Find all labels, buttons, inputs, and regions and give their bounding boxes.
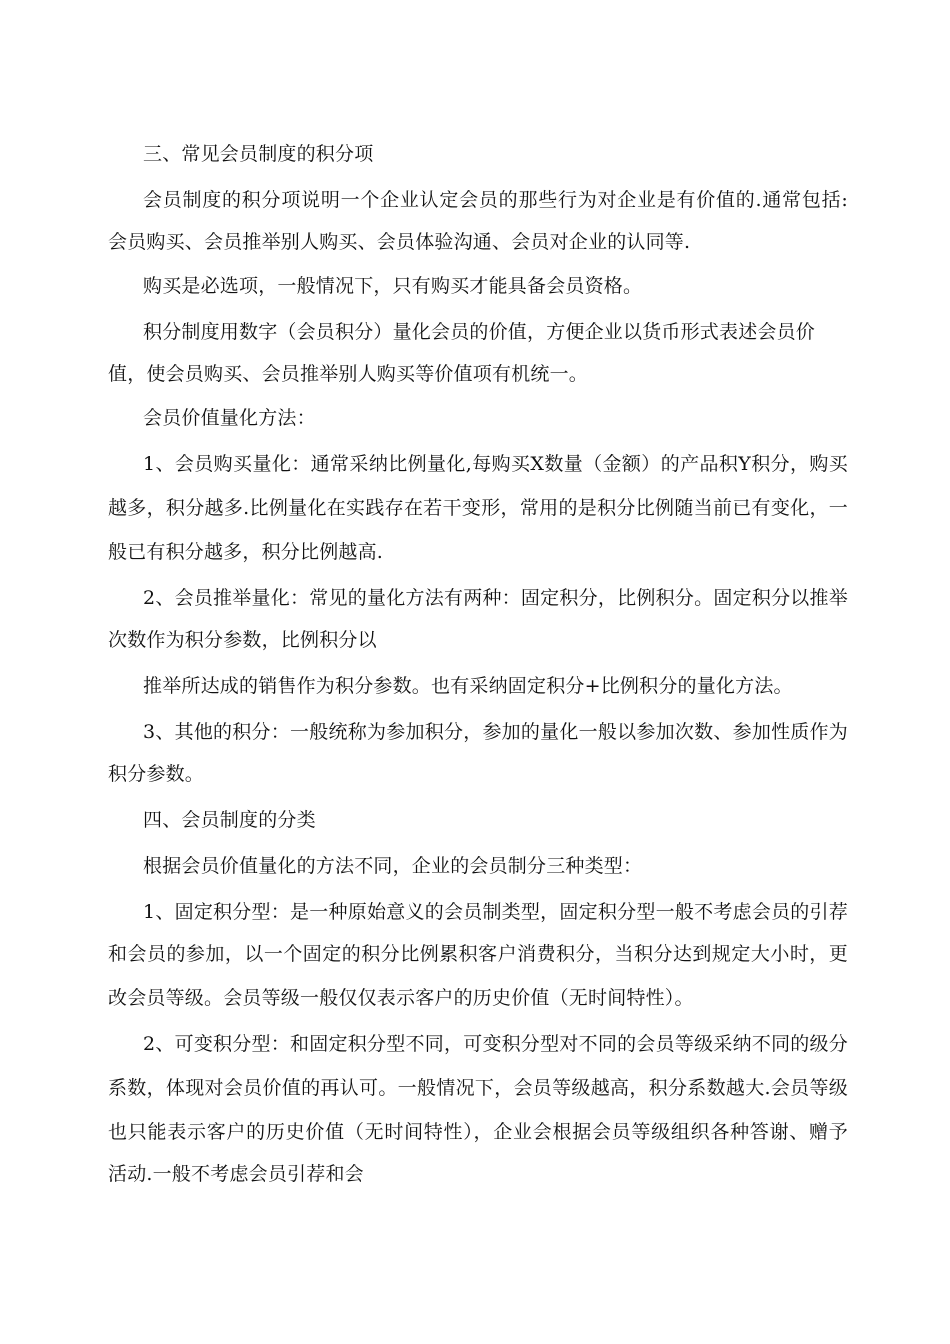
paragraph-line: 越多，积分越多.比例量化在实践存在若干变形，常用的是积分比例随当前已有变化，一 [108,497,848,519]
section-heading-4: 四、会员制度的分类 [143,809,316,831]
paragraph-line: 1、会员购买量化：通常采纳比例量化,每购买X数量（金额）的产品积Y积分，购买 [143,453,848,475]
paragraph-line: 般已有积分越多，积分比例越高. [108,541,384,563]
paragraph-line: 会员购买、会员推举别人购买、会员体验沟通、会员对企业的认同等. [108,231,691,253]
paragraph-line: 也只能表示客户的历史价值（无时间特性），企业会根据会员等级组织各种答谢、赠予 [108,1121,848,1143]
paragraph-line: 推举所达成的销售作为积分参数。也有采纳固定积分+比例积分的量化方法。 [143,675,793,697]
paragraph-line: 活动.一般不考虑会员引荐和会 [108,1163,364,1185]
paragraph-line: 改会员等级。会员等级一般仅仅表示客户的历史价值（无时间特性）。 [108,987,694,1009]
paragraph-line: 会员制度的积分项说明一个企业认定会员的那些行为对企业是有价值的.通常包括: [143,189,848,211]
paragraph-line: 积分参数。 [108,763,205,785]
paragraph-line: 3、其他的积分：一般统称为参加积分，参加的量化一般以参加次数、参加性质作为 [143,721,848,743]
paragraph-line: 积分制度用数字（会员积分）量化会员的价值，方便企业以货币形式表述会员价 [143,321,816,343]
paragraph-line: 次数作为积分参数，比例积分以 [108,629,377,651]
paragraph-line: 2、会员推举量化：常见的量化方法有两种：固定积分，比例积分。固定积分以推举 [143,587,848,609]
section-heading-3: 三、常见会员制度的积分项 [143,143,374,165]
paragraph-line: 和会员的参加，以一个固定的积分比例累积客户消费积分，当积分达到规定大小时，更 [108,943,848,965]
paragraph-line: 根据会员价值量化的方法不同，企业的会员制分三种类型： [143,855,643,877]
paragraph-line: 会员价值量化方法： [143,407,316,429]
paragraph-line: 1、固定积分型：是一种原始意义的会员制类型，固定积分型一般不考虑会员的引荐 [143,901,848,923]
paragraph-line: 值，使会员购买、会员推举别人购买等价值项有机统一。 [108,363,589,385]
paragraph-line: 购买是必选项，一般情况下，只有购买才能具备会员资格。 [143,275,643,297]
paragraph-line: 2、可变积分型：和固定积分型不同，可变积分型对不同的会员等级采纳不同的级分 [143,1033,848,1055]
paragraph-line: 系数，体现对会员价值的再认可。一般情况下，会员等级越高，积分系数越大.会员等级 [108,1077,848,1099]
